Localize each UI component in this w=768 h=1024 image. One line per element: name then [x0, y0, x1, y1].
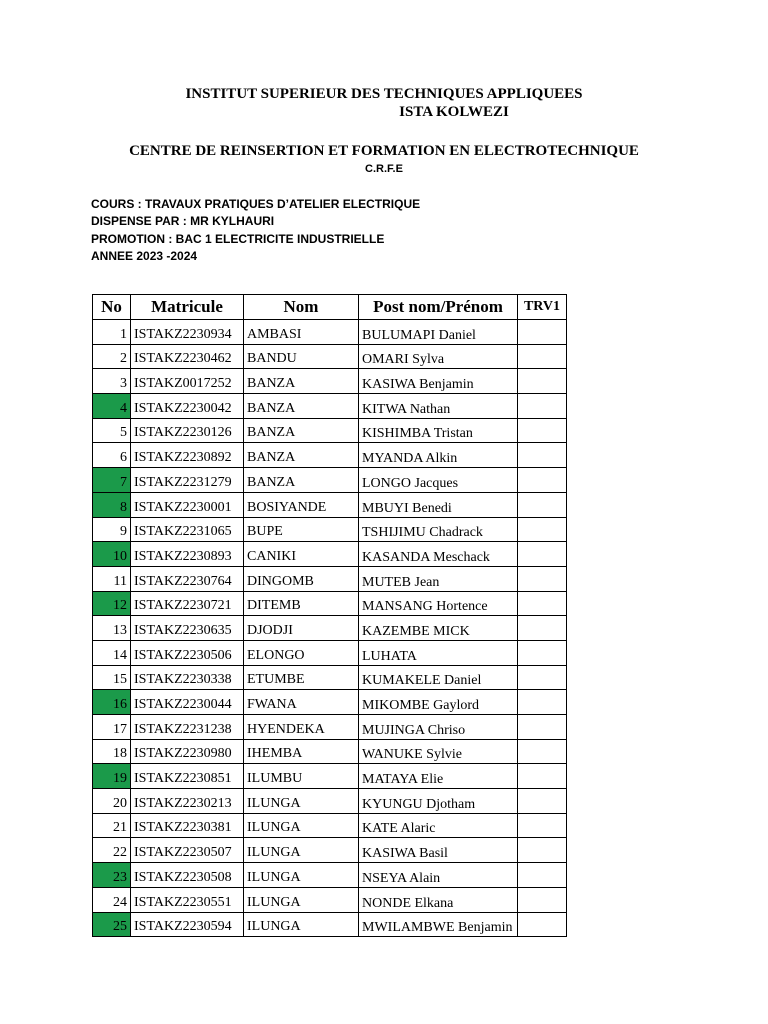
- table-row: [93, 418, 567, 443]
- matricule-cell: ISTAKZ2230892: [131, 443, 244, 468]
- trv1-cell[interactable]: [518, 492, 567, 517]
- row-number: 14: [93, 640, 131, 665]
- matricule-cell: ISTAKZ2231279: [131, 468, 244, 493]
- trv1-cell[interactable]: [518, 739, 567, 764]
- postnom-cell: KATE Alaric: [359, 813, 518, 838]
- nom-cell: FWANA: [244, 690, 359, 715]
- nom-cell: BANZA: [244, 369, 359, 394]
- postnom-cell: NSEYA Alain: [359, 863, 518, 888]
- course-line: COURS : TRAVAUX PRATIQUES D’ATELIER ELECTRIQUE: [91, 197, 421, 211]
- postnom-cell: OMARI Sylva: [359, 344, 518, 369]
- trv1-cell[interactable]: [518, 640, 567, 665]
- table-row: [93, 320, 567, 345]
- col-header-trv1: TRV1: [518, 295, 567, 320]
- matricule-cell: ISTAKZ2230721: [131, 591, 244, 616]
- table-row: [93, 443, 567, 468]
- row-number: 23: [93, 863, 131, 888]
- row-number: 15: [93, 665, 131, 690]
- nom-cell: ILUNGA: [244, 887, 359, 912]
- matricule-cell: ISTAKZ2230042: [131, 394, 244, 419]
- matricule-cell: ISTAKZ0017252: [131, 369, 244, 394]
- row-number: 5: [93, 418, 131, 443]
- matricule-cell: ISTAKZ2230635: [131, 616, 244, 641]
- table-row: [93, 813, 567, 838]
- table-row: [93, 616, 567, 641]
- trv1-cell[interactable]: [518, 468, 567, 493]
- instructor-line: DISPENSE PAR : MR KYLHAURI: [91, 214, 275, 228]
- postnom-cell: KASIWA Basil: [359, 838, 518, 863]
- trv1-cell[interactable]: [518, 912, 567, 937]
- matricule-cell: ISTAKZ2230001: [131, 492, 244, 517]
- postnom-cell: KISHIMBA Tristan: [359, 418, 518, 443]
- promotion-line: PROMOTION : BAC 1 ELECTRICITE INDUSTRIELLE: [91, 232, 385, 246]
- table-row: [93, 344, 567, 369]
- centre-title: CENTRE DE REINSERTION ET FORMATION EN ELECTROTECHNIQUE: [129, 143, 639, 159]
- matricule-cell: ISTAKZ2230213: [131, 789, 244, 814]
- row-number: 17: [93, 715, 131, 740]
- postnom-cell: MIKOMBE Gaylord: [359, 690, 518, 715]
- nom-cell: BANZA: [244, 468, 359, 493]
- trv1-cell[interactable]: [518, 394, 567, 419]
- matricule-cell: ISTAKZ2230506: [131, 640, 244, 665]
- matricule-cell: ISTAKZ2230507: [131, 838, 244, 863]
- ista-subtitle: ISTA KOLWEZI: [399, 104, 509, 120]
- row-number: 9: [93, 517, 131, 542]
- nom-cell: DINGOMB: [244, 566, 359, 591]
- table-row: [93, 764, 567, 789]
- trv1-cell[interactable]: [518, 566, 567, 591]
- trv1-cell[interactable]: [518, 813, 567, 838]
- nom-cell: BANZA: [244, 418, 359, 443]
- institute-title: INSTITUT SUPERIEUR DES TECHNIQUES APPLIQUEES: [185, 86, 583, 102]
- row-number: 10: [93, 542, 131, 567]
- row-number: 24: [93, 887, 131, 912]
- trv1-cell[interactable]: [518, 764, 567, 789]
- postnom-cell: LUHATA: [359, 640, 518, 665]
- nom-cell: DITEMB: [244, 591, 359, 616]
- postnom-cell: LONGO Jacques: [359, 468, 518, 493]
- row-number: 4: [93, 394, 131, 419]
- table-row: [93, 542, 567, 567]
- matricule-cell: ISTAKZ2231238: [131, 715, 244, 740]
- trv1-cell[interactable]: [518, 443, 567, 468]
- postnom-cell: TSHIJIMU Chadrack: [359, 517, 518, 542]
- nom-cell: ILUNGA: [244, 912, 359, 937]
- table-row: [93, 640, 567, 665]
- matricule-cell: ISTAKZ2230851: [131, 764, 244, 789]
- nom-cell: DJODJI: [244, 616, 359, 641]
- nom-cell: ILUNGA: [244, 813, 359, 838]
- postnom-cell: MUJINGA Chriso: [359, 715, 518, 740]
- table-row: [93, 690, 567, 715]
- table-row: [93, 566, 567, 591]
- matricule-cell: ISTAKZ2230551: [131, 887, 244, 912]
- table-row: [93, 665, 567, 690]
- student-table: [92, 294, 567, 937]
- row-number: 8: [93, 492, 131, 517]
- matricule-cell: ISTAKZ2230044: [131, 690, 244, 715]
- postnom-cell: KITWA Nathan: [359, 394, 518, 419]
- trv1-cell[interactable]: [518, 344, 567, 369]
- matricule-cell: ISTAKZ2230980: [131, 739, 244, 764]
- table-row: [93, 912, 567, 937]
- row-number: 3: [93, 369, 131, 394]
- nom-cell: ILUMBU: [244, 764, 359, 789]
- matricule-cell: ISTAKZ2230462: [131, 344, 244, 369]
- matricule-cell: ISTAKZ2230126: [131, 418, 244, 443]
- trv1-cell[interactable]: [518, 887, 567, 912]
- matricule-cell: ISTAKZ2230764: [131, 566, 244, 591]
- matricule-cell: ISTAKZ2230338: [131, 665, 244, 690]
- trv1-cell[interactable]: [518, 591, 567, 616]
- postnom-cell: MWILAMBWE Benjamin: [359, 912, 518, 937]
- row-number: 16: [93, 690, 131, 715]
- postnom-cell: KASANDA Meschack: [359, 542, 518, 567]
- postnom-cell: MUTEB Jean: [359, 566, 518, 591]
- table-row: [93, 739, 567, 764]
- row-number: 25: [93, 912, 131, 937]
- matricule-cell: ISTAKZ2230381: [131, 813, 244, 838]
- nom-cell: CANIKI: [244, 542, 359, 567]
- table-row: [93, 468, 567, 493]
- col-header-matricule: Matricule: [131, 295, 244, 320]
- table-row: [93, 394, 567, 419]
- row-number: 19: [93, 764, 131, 789]
- trv1-cell[interactable]: [518, 838, 567, 863]
- trv1-cell[interactable]: [518, 369, 567, 394]
- matricule-cell: ISTAKZ2230893: [131, 542, 244, 567]
- table-row: [93, 863, 567, 888]
- year-line: ANNEE 2023 -2024: [91, 249, 198, 263]
- nom-cell: ETUMBE: [244, 665, 359, 690]
- table-row: [93, 887, 567, 912]
- postnom-cell: NONDE Elkana: [359, 887, 518, 912]
- row-number: 11: [93, 566, 131, 591]
- matricule-cell: ISTAKZ2231065: [131, 517, 244, 542]
- table-row: [93, 517, 567, 542]
- trv1-cell[interactable]: [518, 665, 567, 690]
- table-row: [93, 369, 567, 394]
- table-row: [93, 492, 567, 517]
- row-number: 13: [93, 616, 131, 641]
- nom-cell: BANDU: [244, 344, 359, 369]
- col-header-postnom: Post nom/Prénom: [359, 295, 518, 320]
- trv1-cell[interactable]: [518, 863, 567, 888]
- postnom-cell: KYUNGU Djotham: [359, 789, 518, 814]
- trv1-cell[interactable]: [518, 690, 567, 715]
- trv1-cell[interactable]: [518, 542, 567, 567]
- row-number: 12: [93, 591, 131, 616]
- nom-cell: ILUNGA: [244, 789, 359, 814]
- col-header-no: No: [93, 295, 131, 320]
- row-number: 21: [93, 813, 131, 838]
- postnom-cell: KUMAKELE Daniel: [359, 665, 518, 690]
- row-number: 18: [93, 739, 131, 764]
- postnom-cell: MANSANG Hortence: [359, 591, 518, 616]
- col-header-nom: Nom: [244, 295, 359, 320]
- nom-cell: ILUNGA: [244, 838, 359, 863]
- nom-cell: BANZA: [244, 394, 359, 419]
- matricule-cell: ISTAKZ2230594: [131, 912, 244, 937]
- nom-cell: BUPE: [244, 517, 359, 542]
- postnom-cell: KASIWA Benjamin: [359, 369, 518, 394]
- row-number: 2: [93, 344, 131, 369]
- trv1-cell[interactable]: [518, 517, 567, 542]
- trv1-cell[interactable]: [518, 789, 567, 814]
- table-row: [93, 715, 567, 740]
- row-number: 6: [93, 443, 131, 468]
- centre-acronym: C.R.F.E: [365, 163, 403, 175]
- table-row: [93, 789, 567, 814]
- trv1-cell[interactable]: [518, 616, 567, 641]
- trv1-cell[interactable]: [518, 715, 567, 740]
- table-row: [93, 591, 567, 616]
- postnom-cell: MYANDA Alkin: [359, 443, 518, 468]
- row-number: 22: [93, 838, 131, 863]
- nom-cell: AMBASI: [244, 320, 359, 345]
- nom-cell: BANZA: [244, 443, 359, 468]
- nom-cell: IHEMBA: [244, 739, 359, 764]
- table-header-row: [93, 295, 567, 320]
- nom-cell: ELONGO: [244, 640, 359, 665]
- row-number: 7: [93, 468, 131, 493]
- postnom-cell: MATAYA Elie: [359, 764, 518, 789]
- nom-cell: ILUNGA: [244, 863, 359, 888]
- nom-cell: BOSIYANDE: [244, 492, 359, 517]
- matricule-cell: ISTAKZ2230508: [131, 863, 244, 888]
- postnom-cell: MBUYI Benedi: [359, 492, 518, 517]
- postnom-cell: KAZEMBE MICK: [359, 616, 518, 641]
- row-number: 20: [93, 789, 131, 814]
- table-row: [93, 838, 567, 863]
- trv1-cell[interactable]: [518, 320, 567, 345]
- nom-cell: HYENDEKA: [244, 715, 359, 740]
- row-number: 1: [93, 320, 131, 345]
- matricule-cell: ISTAKZ2230934: [131, 320, 244, 345]
- postnom-cell: WANUKE Sylvie: [359, 739, 518, 764]
- trv1-cell[interactable]: [518, 418, 567, 443]
- postnom-cell: BULUMAPI Daniel: [359, 320, 518, 345]
